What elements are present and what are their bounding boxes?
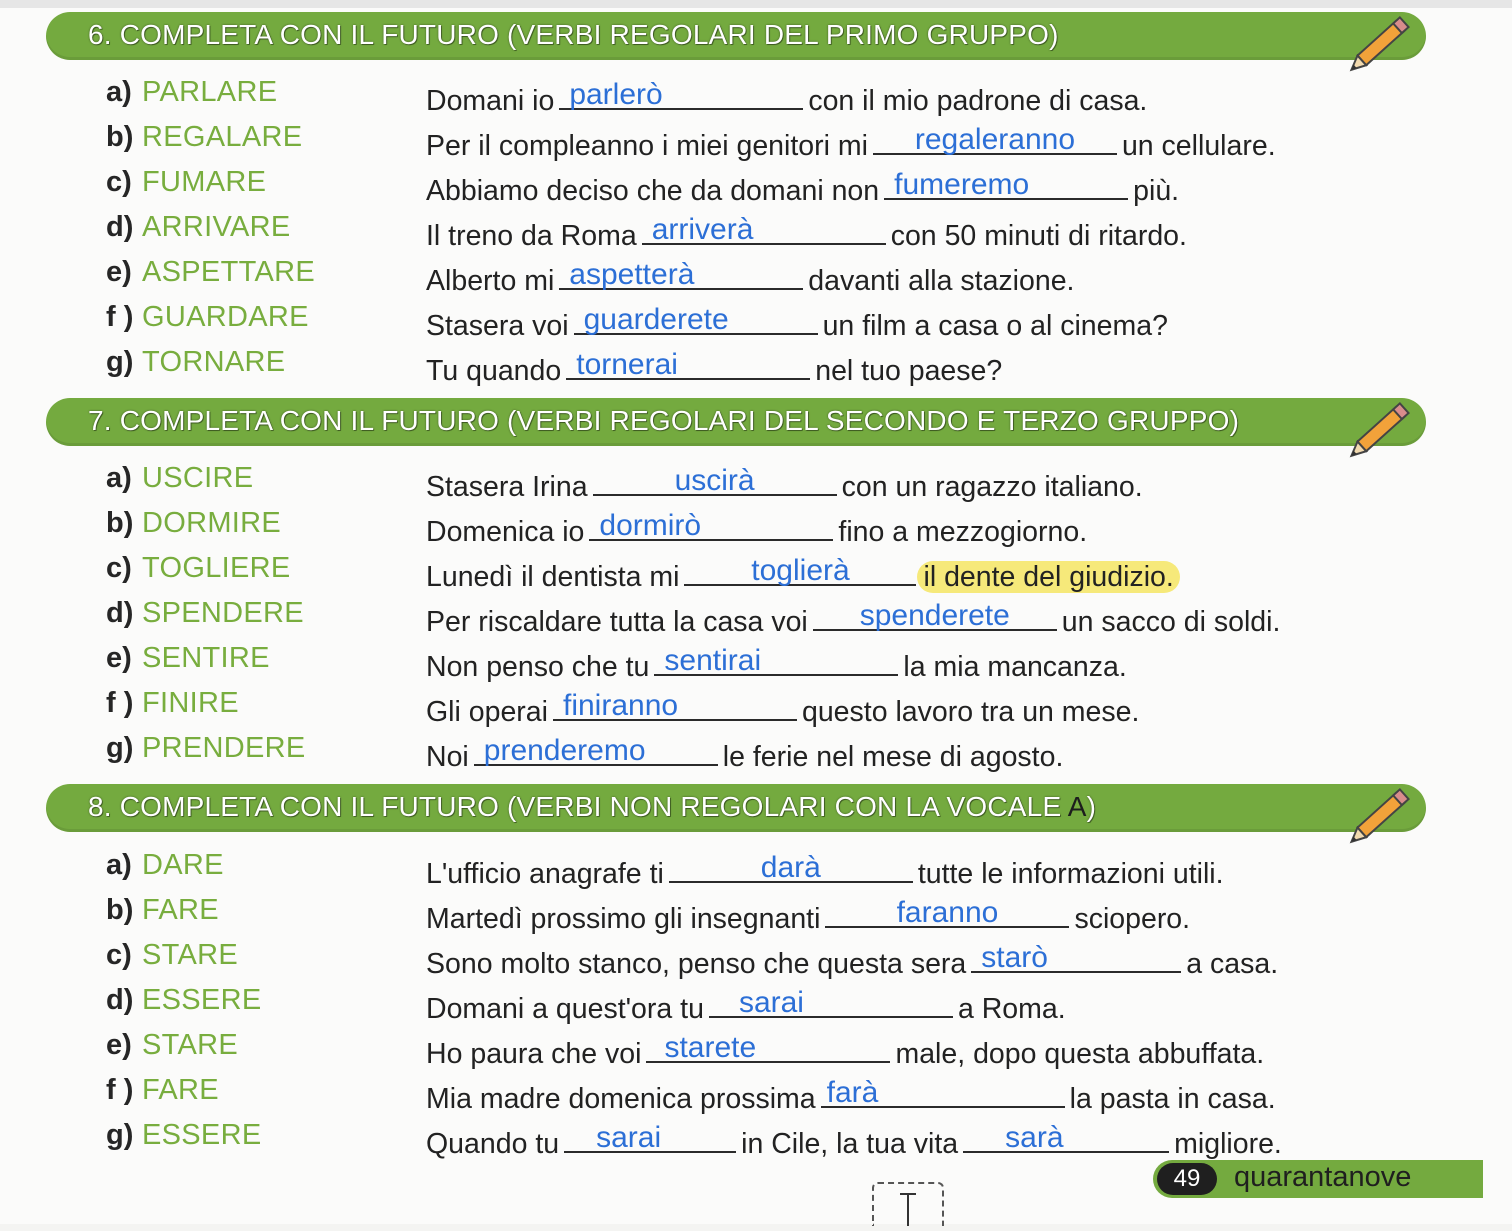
sentence: [426, 168, 1179, 208]
exercise-8c: [0, 939, 1512, 983]
sentence: [426, 1121, 1282, 1161]
sentence: [426, 851, 1224, 891]
answer-blank[interactable]: [589, 509, 833, 541]
section-8-header: [46, 784, 1426, 832]
answer-text: sentirai: [664, 644, 762, 677]
exercise-8e: [0, 1029, 1512, 1073]
sentence-start: Sono molto stanco, penso che questa sera: [426, 948, 967, 980]
item-letter: b): [106, 121, 134, 153]
pencil-icon: [1343, 4, 1423, 80]
sentence-start: Domani a quest'ora tu: [426, 993, 704, 1025]
exercise-8a: [0, 849, 1512, 893]
sentence: [426, 689, 1139, 729]
answer-blank[interactable]: [669, 851, 913, 883]
verb-infinitive: FUMARE: [142, 166, 267, 198]
sentence-middle: in Cile, la tua vita: [741, 1128, 959, 1160]
sentence-end: questo lavoro tra un mese.: [801, 696, 1140, 728]
verb-infinitive: GUARDARE: [142, 301, 309, 333]
sentence-end: nel tuo paese?: [815, 355, 1003, 387]
text-cursor-glyph: [874, 1184, 942, 1226]
answer-blank[interactable]: [813, 599, 1057, 631]
sentence-end: con un ragazzo italiano.: [841, 471, 1143, 503]
item-letter: f ): [106, 687, 134, 719]
item-letter: c): [106, 939, 132, 971]
sentence-start: Martedì prossimo gli insegnanti: [426, 903, 821, 935]
sentence: [426, 258, 1074, 298]
answer-blank[interactable]: [821, 1076, 1065, 1108]
pencil-icon: [1343, 390, 1423, 466]
sentence: [426, 123, 1276, 163]
pencil-icon: [1343, 776, 1423, 852]
verb-infinitive: TORNARE: [142, 346, 286, 378]
sentence-start: Stasera voi: [426, 310, 569, 342]
answer-blank[interactable]: [884, 168, 1128, 200]
verb-infinitive: ESSERE: [142, 984, 262, 1016]
answer-text: farà: [826, 1076, 879, 1109]
exercise-7a: [0, 462, 1512, 506]
verb-infinitive: REGALARE: [142, 121, 303, 153]
answer-text: sarai: [738, 986, 804, 1019]
item-letter: g): [106, 732, 134, 764]
sentence: [426, 1076, 1276, 1116]
sentence-end: davanti alla stazione.: [808, 265, 1075, 297]
item-letter: e): [106, 1029, 132, 1061]
sentence-end: sciopero.: [1074, 903, 1191, 935]
sentence: [426, 599, 1280, 639]
exercise-7g: [0, 732, 1512, 776]
sentence-end: a casa.: [1186, 948, 1279, 980]
verb-infinitive: DARE: [142, 849, 224, 881]
answer-blank[interactable]: [566, 348, 810, 380]
sentence-end: migliore.: [1174, 1128, 1282, 1160]
sentence: [426, 303, 1168, 343]
top-edge: [0, 0, 1512, 8]
sentence-start: Abbiamo deciso che da domani non: [426, 175, 880, 207]
sentence: [426, 986, 1066, 1026]
exercise-8f: [0, 1074, 1512, 1118]
item-letter: c): [106, 166, 132, 198]
answer-blank[interactable]: [873, 123, 1117, 155]
answer-blank[interactable]: [642, 213, 886, 245]
answer-text: regaleranno: [914, 123, 1075, 156]
answer-text: parlerò: [569, 78, 663, 111]
title-end: ): [1086, 791, 1097, 822]
answer-blank[interactable]: [553, 689, 797, 721]
verb-infinitive: FARE: [142, 894, 219, 926]
sentence-start: Quando tu: [426, 1128, 560, 1160]
sentence-start: Noi: [426, 741, 469, 773]
exercise-6f: [0, 301, 1512, 345]
sentence: [426, 1031, 1264, 1071]
item-letter: a): [106, 76, 132, 108]
sentence-start: Tu quando: [426, 355, 562, 387]
answer-text: arriverà: [651, 213, 754, 246]
answer-text: starete: [664, 1031, 757, 1064]
exercise-6g: [0, 346, 1512, 390]
answer-text: dormirò: [599, 509, 702, 542]
exercise-6c: [0, 166, 1512, 210]
item-letter: f ): [106, 1074, 134, 1106]
answer-text: spenderete: [859, 599, 1010, 632]
title-text: 8. COMPLETA CON IL FUTURO (VERBI NON REGOLARI CON LA VOCALE: [88, 791, 1068, 822]
sentence-end: fino a mezzogiorno.: [838, 516, 1088, 548]
exercise-7d: [0, 597, 1512, 641]
section-6-header: [46, 12, 1426, 60]
item-letter: a): [106, 849, 132, 881]
verb-infinitive: DORMIRE: [142, 507, 282, 539]
sentence: [426, 896, 1190, 936]
sentence-start: L'ufficio anagrafe ti: [426, 858, 664, 890]
exercise-8g: [0, 1119, 1512, 1163]
item-letter: e): [106, 642, 132, 674]
item-letter: e): [106, 256, 132, 288]
verb-infinitive: ARRIVARE: [142, 211, 291, 243]
answer-text: aspetterà: [569, 258, 695, 291]
answer-blank[interactable]: [564, 1121, 736, 1153]
sentence: [426, 644, 1127, 684]
answer-text: faranno: [896, 896, 999, 929]
sentence-start: Ho paura che voi: [426, 1038, 642, 1070]
answer-blank[interactable]: [709, 986, 953, 1018]
exercise-7f: [0, 687, 1512, 731]
verb-infinitive: FINIRE: [142, 687, 239, 719]
sentence-start: Stasera Irina: [426, 471, 588, 503]
sentence: [426, 734, 1063, 774]
exercise-6a: [0, 76, 1512, 120]
answer-blank[interactable]: [474, 734, 718, 766]
sentence: [426, 348, 1002, 388]
sentence: [426, 78, 1147, 118]
item-letter: d): [106, 211, 134, 243]
sentence-end: un cellulare.: [1121, 130, 1276, 162]
answer-blank[interactable]: [593, 464, 837, 496]
exercise-6e: [0, 256, 1512, 300]
sentence-start: Il treno da Roma: [426, 220, 637, 252]
verb-infinitive: PARLARE: [142, 76, 278, 108]
item-letter: d): [106, 984, 134, 1016]
answer-text: sarai: [596, 1121, 662, 1154]
sentence-end: con 50 minuti di ritardo.: [890, 220, 1187, 252]
sentence-end: tutte le informazioni utili.: [917, 858, 1224, 890]
sentence: [426, 941, 1278, 981]
item-letter: b): [106, 894, 134, 926]
title-accent-letter: A: [1067, 791, 1087, 822]
sentence-start: Non penso che tu: [426, 651, 650, 683]
answer-blank[interactable]: [559, 78, 803, 110]
item-letter: c): [106, 552, 132, 584]
answer-text: darà: [760, 851, 821, 884]
sentence-start: Lunedì il dentista mi: [426, 561, 680, 593]
sentence-end: le ferie nel mese di agosto.: [722, 741, 1064, 773]
answer-blank[interactable]: [825, 896, 1069, 928]
item-letter: g): [106, 1119, 134, 1151]
verb-infinitive: TOGLIERE: [142, 552, 291, 584]
highlighted-sentence-end: il dente del giudizio.: [917, 561, 1179, 593]
verb-infinitive: SPENDERE: [142, 597, 304, 629]
answer-blank-2[interactable]: [963, 1121, 1169, 1153]
sentence-start: Mia madre domenica prossima: [426, 1083, 816, 1115]
section-6-title: 6. COMPLETA CON IL FUTURO (VERBI REGOLARI DEL PRIMO GRUPPO): [88, 19, 1059, 50]
exercise-8b: [0, 894, 1512, 938]
section-8-title: [88, 791, 1096, 823]
answer-blank[interactable]: [654, 644, 898, 676]
exercise-7c: [0, 552, 1512, 596]
sentence-end: un sacco di soldi.: [1061, 606, 1281, 638]
sentence: [426, 464, 1143, 504]
answer-text: fumeremo: [894, 168, 1030, 201]
sentence-start: Gli operai: [426, 696, 548, 728]
verb-infinitive: ESSERE: [142, 1119, 262, 1151]
item-letter: g): [106, 346, 134, 378]
sentence: [426, 213, 1187, 253]
sentence-end: un film a casa o al cinema?: [822, 310, 1168, 342]
sentence-end: male, dopo questa abbuffata.: [895, 1038, 1265, 1070]
sentence-start: Per il compleanno i miei genitori mi: [426, 130, 868, 162]
answer-blank[interactable]: [574, 303, 818, 335]
page-number: 49: [1157, 1163, 1217, 1195]
answer-blank[interactable]: [559, 258, 803, 290]
answer-text: uscirà: [674, 464, 755, 497]
exercise-8d: [0, 984, 1512, 1028]
sentence-end: a Roma.: [957, 993, 1066, 1025]
answer-text: guarderete: [583, 303, 729, 336]
answer-blank[interactable]: [646, 1031, 890, 1063]
item-letter: a): [106, 462, 132, 494]
sentence-start: Per riscaldare tutta la casa voi: [426, 606, 808, 638]
answer-text: sarà: [1005, 1121, 1064, 1154]
sentence-start: Domenica io: [426, 516, 585, 548]
sentence-end: con il mio padrone di casa.: [808, 85, 1148, 117]
page-number-word: quarantanove: [1234, 1161, 1412, 1193]
item-letter: b): [106, 507, 134, 539]
answer-text: starò: [981, 941, 1048, 974]
verb-infinitive: STARE: [142, 1029, 239, 1061]
answer-blank[interactable]: [684, 554, 916, 586]
verb-infinitive: ASPETTARE: [142, 256, 315, 288]
sentence: [426, 509, 1087, 549]
verb-infinitive: PRENDERE: [142, 732, 306, 764]
verb-infinitive: USCIRE: [142, 462, 254, 494]
section-7-header: [46, 398, 1426, 446]
sentence-end: la mia mancanza.: [903, 651, 1127, 683]
answer-text: prenderemo: [483, 734, 646, 767]
sentence-start: Alberto mi: [426, 265, 555, 297]
verb-infinitive: STARE: [142, 939, 239, 971]
answer-text: tornerai: [576, 348, 678, 381]
exercise-6d: [0, 211, 1512, 255]
sentence-start: Domani io: [426, 85, 555, 117]
verb-infinitive: SENTIRE: [142, 642, 270, 674]
section-7-title: 7. COMPLETA CON IL FUTURO (VERBI REGOLARI DEL SECONDO E TERZO GRUPPO): [88, 405, 1240, 436]
exercise-6b: [0, 121, 1512, 165]
answer-text: toglierà: [751, 554, 850, 587]
sentence-end: più.: [1133, 175, 1180, 207]
text-cursor-icon: [872, 1182, 944, 1226]
sentence-end: la pasta in casa.: [1069, 1083, 1276, 1115]
sentence: [426, 554, 1180, 594]
exercise-7e: [0, 642, 1512, 686]
answer-text: finiranno: [562, 689, 679, 722]
verb-infinitive: FARE: [142, 1074, 219, 1106]
answer-blank[interactable]: [971, 941, 1181, 973]
item-letter: f ): [106, 301, 134, 333]
item-letter: d): [106, 597, 134, 629]
exercise-7b: [0, 507, 1512, 551]
